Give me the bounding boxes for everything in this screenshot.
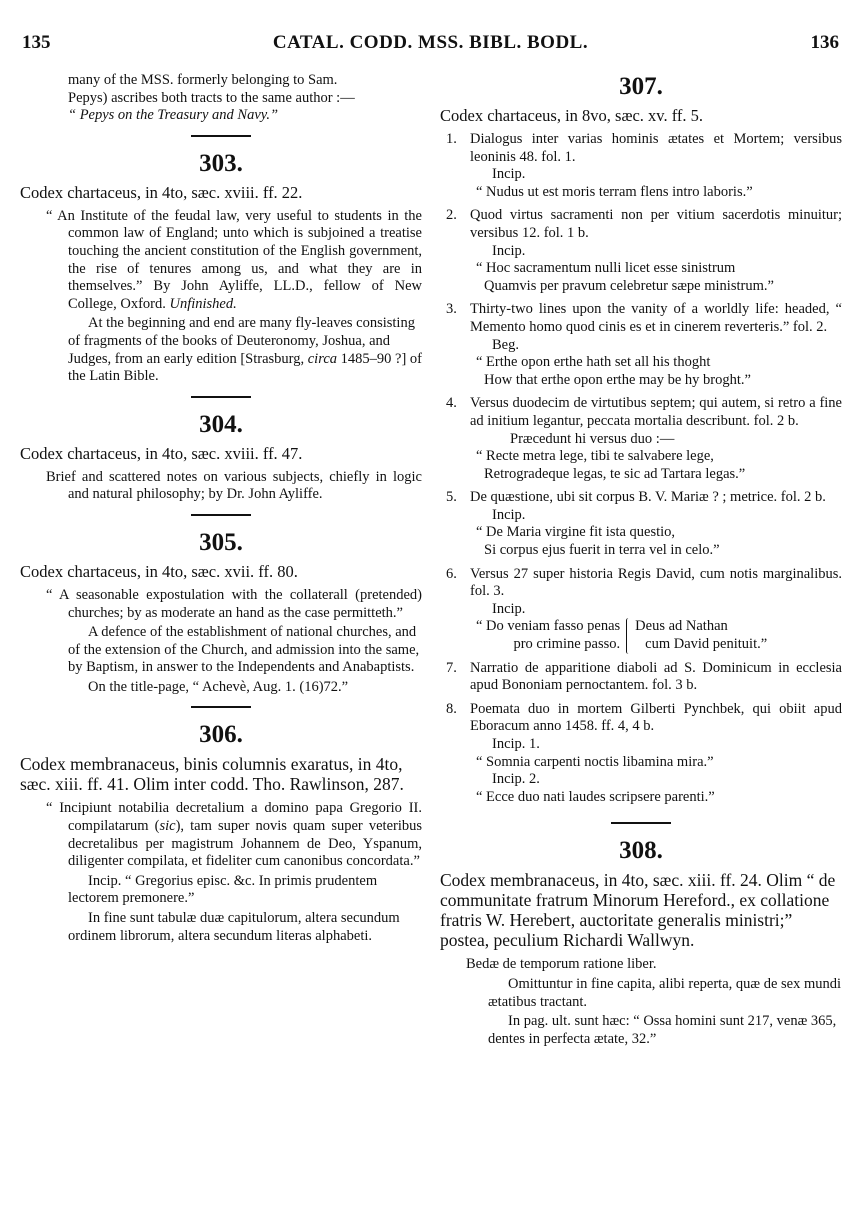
- entry-303: [20, 151, 422, 386]
- entry-number: 306.: [199, 721, 243, 749]
- section-divider: [611, 822, 671, 824]
- entry-paragraph: “ A seasonable expostulation with the collaterall (pretended) churches; by as moderate an hand as the case permitteth.”: [46, 586, 422, 621]
- list-item: 5. De quæstione, ubi sit corpus B. V. Mariæ ? ; metrice. fol. 2 b. Incip. “ De Maria virgine fit ista questio, Si corpus ejus fuerit in terra vel in celo.”: [446, 489, 826, 559]
- list-item: 4. Versus duodecim de virtutibus septem; qui autem, si retro a fine ad initium legantur, peccata mortalia describunt. fol. 2 b. Præcedunt hi versus duo :— “ Recte metra lege, tibi te salvabere lege, Retrogradeque legas, te sic ad Tartara legas.”: [446, 395, 842, 482]
- section-divider: [191, 135, 251, 137]
- left-column: [20, 72, 422, 947]
- list-item: 3. Thirty-two lines upon the vanity of a worldly life: headed, “ Memento homo quod cinis es et in cinerem reverteris.” fol. 2. Beg. “ Erthe opon erthe hath set all his thoght How that erthe opon erthe may be hy broght.”: [446, 301, 842, 388]
- continuation-text: many of the MSS. formerly belonging to Sam. Pepys) ascribes both tracts to the same author :— “ Pepys on the Treasury and Navy.”: [68, 72, 355, 124]
- entry-number: 304.: [199, 410, 243, 438]
- page-header: [0, 0, 861, 60]
- entry-paragraph: Omittuntur in fine capita, alibi reperta, quæ de sex mundi ætatibus tractant.: [488, 975, 842, 1010]
- entry-307: [440, 74, 842, 806]
- entry-306: [20, 722, 422, 945]
- entry-number: 307.: [619, 73, 663, 100]
- entry-paragraph: At the beginning and end are many fly-leaves consisting of fragments of the books of Deuteronomy, Joshua, and Judges, from an early edition [Strasburg, circa 1485–90 ?] of the Latin Bible.: [68, 315, 422, 385]
- entry-paragraph: Incip. “ Gregorius episc. &c. In primis prudentem lectorem premonere.”: [68, 872, 378, 907]
- entry-number: 303.: [199, 149, 243, 177]
- page-number-right: 136: [810, 32, 839, 53]
- entry-description: Codex chartaceus, in 4to, sæc. xviii. ff. 47.: [20, 443, 303, 463]
- entry-number: 308.: [619, 837, 663, 865]
- entry-paragraph: In pag. ult. sunt hæc: “ Ossa homini sunt 217, venæ 365, dentes in perfecta ætate, 32.”: [488, 1013, 837, 1047]
- entry-paragraph: “ An Institute of the feudal law, very useful to students in the common law of England; unto which is subjoined a treatise touching the ancient constitution of the English government, the rise of tenures among us, and what they are in themselves.” By John Ayliffe, LL.D., fellow of New College, Oxford. Unfinished.: [46, 207, 422, 312]
- entry-paragraph: Brief and scattered notes on various subjects, chiefly in logic and natural philosophy; by Dr. John Ayliffe.: [46, 468, 422, 503]
- brace-glyph: [626, 618, 631, 653]
- list-item: 2. Quod virtus sacramenti non per vitium sacerdotis minuitur; versibus 12. fol. 1 b. Incip. “ Hoc sacramentum nulli licet esse sinistrum Quamvis per pravum celebretur sæpe ministrum.”: [446, 207, 842, 294]
- list-item: 8. Poemata duo in mortem Gilberti Pynchbek, qui obiit apud Eboracum anno 1458. ff. 4, 4 b. Incip. 1. “ Somnia carpenti noctis libamina mira.” Incip. 2. “ Ecce duo nati laudes scripsere parenti.”: [446, 700, 842, 805]
- entry-paragraph: Bedæ de temporum ratione liber.: [466, 956, 657, 973]
- right-column: [440, 74, 842, 1050]
- entry-305: [20, 530, 422, 697]
- entry-paragraph: In fine sunt tabulæ duæ capitulorum, altera secundum ordinem librorum, altera secundum literas alphabeti.: [68, 910, 400, 944]
- list-item: 1. Dialogus inter varias hominis ætates et Mortem; versibus leoninis 48. fol. 1. Incip. “ Nudus ut est moris terram flens intro laboris.”: [446, 131, 842, 200]
- list-item: 6. Versus 27 super historia Regis David, cum notis marginalibus. fol. 3. Incip. “ Do veniam fasso penas pro crimine passo. Deus ad Nathan cum David penituit.”: [446, 565, 842, 653]
- entry-description: Codex membranaceus, in 4to, sæc. xiii. ff. 24. Olim “ de communitate fratrum Minorum Hereford., ex collatione fratris W. Herebert, auctoritate generalis ministri;” postea, peculium Richardi Wallwyn.: [440, 870, 836, 951]
- section-divider: [191, 706, 251, 708]
- entry-description: Codex membranaceus, binis columnis exaratus, in 4to, sæc. xiii. ff. 41. Olim inter codd. Tho. Rawlinson, 287.: [20, 754, 404, 795]
- entry-paragraph: A defence of the establishment of national churches, and of the extension of the Church, and admission into the same, by Baptism, in answer to the Independents and Anabaptists.: [68, 624, 420, 676]
- page-number-left: 135: [22, 32, 51, 53]
- entry-description: Codex chartaceus, in 8vo, sæc. xv. ff. 5.: [440, 106, 704, 125]
- entry-description: Codex chartaceus, in 4to, sæc. xvii. ff. 80.: [20, 561, 298, 581]
- section-divider: [191, 514, 251, 516]
- running-title: CATAL. CODD. MSS. BIBL. BODL.: [272, 32, 589, 53]
- entry-description: Codex chartaceus, in 4to, sæc. xviii. ff. 22.: [20, 182, 303, 202]
- bracketed-verse: “ Do veniam fasso penas pro crimine passo. Deus ad Nathan cum David penituit.”: [476, 618, 768, 653]
- entry-308: [440, 838, 842, 1048]
- section-divider: [191, 396, 251, 398]
- list-item: 7. Narratio de apparitione diaboli ad S. Dominicum in ecclesia apud Bononiam pernoctantem. fol. 3 b.: [446, 659, 842, 694]
- entry-number: 305.: [199, 528, 243, 556]
- entry-paragraph: On the title-page, “ Achevè, Aug. 1. (16)72.”: [88, 678, 349, 695]
- entry-paragraph: “ Incipiunt notabilia decretalium a domino papa Gregorio II. compilatarum (sic), tam super novis quam super veteribus decretalibus per magistrum Johannem de Deo, Yspanum, diligenter compilata, et fideliter cum canonibus concordata.”: [46, 800, 423, 870]
- entry-304: [20, 412, 422, 504]
